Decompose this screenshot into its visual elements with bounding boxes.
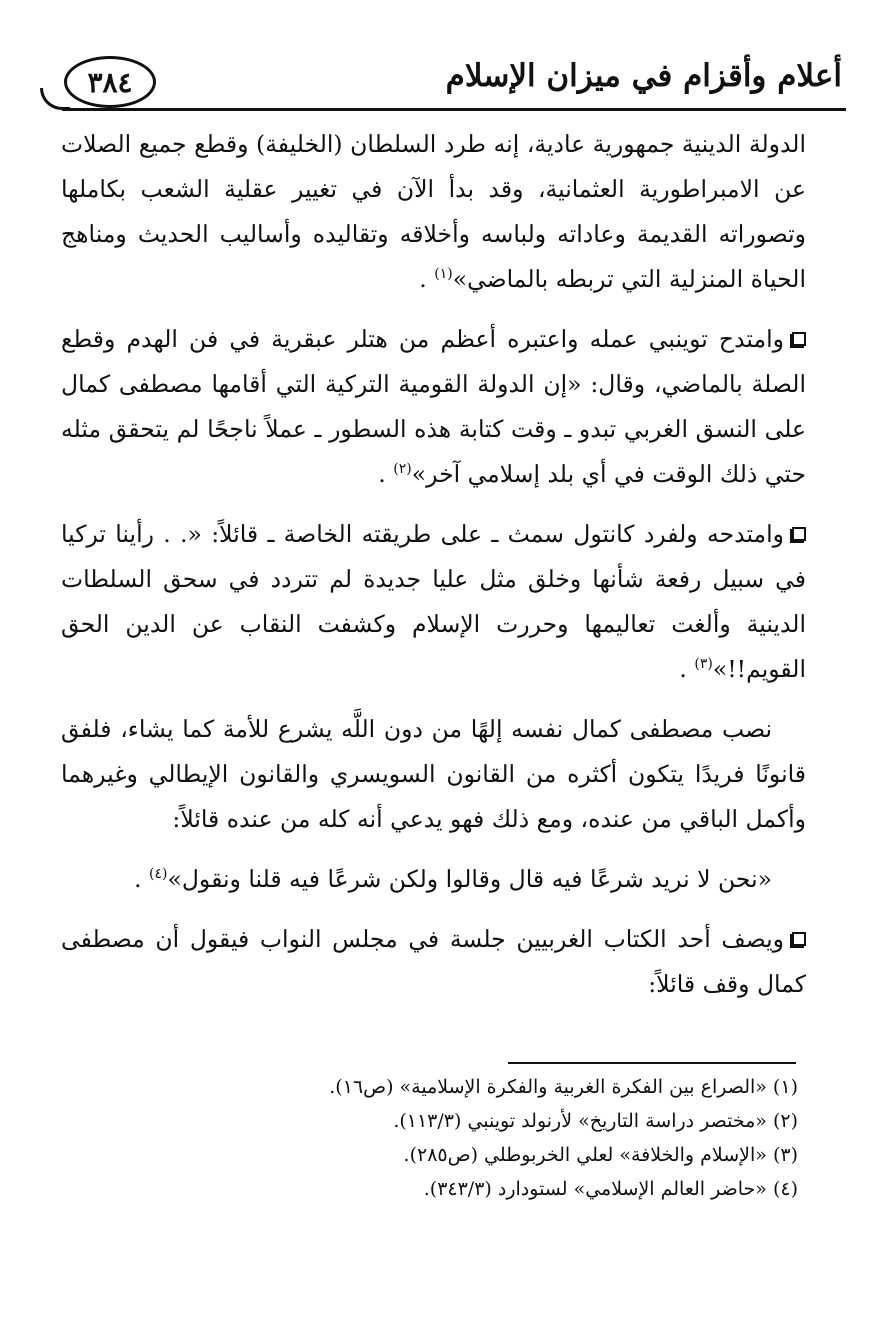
paragraph-text: «نحن لا نريد شرعًا فيه قال وقالوا ولكن شرعًا فيه قلنا ونقول»: [167, 865, 772, 893]
paragraph: [61, 122, 806, 302]
body-text: [61, 122, 806, 1022]
header-rule: [62, 108, 846, 111]
paragraph-end: .: [679, 655, 695, 683]
footnote-item: (٣) «الإسلام والخلافة» لعلي الخربوطلي (ص٢٨٥).: [403, 1144, 798, 1166]
page-number: ٣٨٤: [64, 56, 156, 108]
page-header: [40, 48, 848, 120]
paragraph-text: ويصف أحد الكتاب الغربيين جلسة في مجلس النواب فيقول أن مصطفى كمال وقف قائلاً:: [61, 925, 806, 998]
footnote-reference: (٤): [149, 866, 168, 883]
footnote-item: (٢) «مختصر دراسة التاريخ» لأرنولد توينبي (١١٣/٣).: [393, 1110, 798, 1132]
header-rule-ornament: [40, 88, 70, 110]
paragraph: [61, 707, 806, 842]
paragraph-marker-icon: [792, 932, 806, 946]
paragraph-text: وامتدح توينبي عمله واعتبره أعظم من هتلر عبقرية في فن الهدم وقطع الصلة بالماضي، وقال: «إن الدولة القومية التركية التي أقامها مصطفى كمال على النسق الغربي تبدو ـ وقت كتابة هذه السطور ـ عملاً ناجحًا لم يتحقق مثله حتي ذلك الوقت في أي بلد إسلامي آخر»: [61, 325, 806, 488]
paragraph-text: وامتدحه ولفرد كانتول سمث ـ على طريقته الخاصة ـ قائلاً: «. . رأينا تركيا في سبيل رفعة شأنها وخلق مثل عليا جديدة لم تتردد في سحق السلطات الدينية وألغت تعاليمها وحررت الإسلام وكشفت النقاب عن الدين الحق القويم!!»: [61, 520, 806, 683]
paragraph: [61, 512, 806, 692]
paragraph: [61, 857, 806, 902]
paragraph: [61, 317, 806, 497]
footnote-reference: (٢): [393, 461, 412, 478]
paragraph-marker-icon: [792, 332, 806, 346]
footnote-item: (٤) «حاضر العالم الإسلامي» لستودارد (٣٤٣/٣).: [423, 1178, 798, 1200]
paragraph-end: .: [134, 865, 150, 893]
footnotes: [58, 1070, 798, 1206]
paragraph-text: نصب مصطفى كمال نفسه إلهًا من دون اللَّه يشرع للأمة كما يشاء، فلفق قانونًا فريدًا يتكون أكثره من القانون السويسري والقانون الإيطالي وغيرهما وأكمل الباقي من عنده، ومع ذلك فهو يدعي أنه كله من عنده قائلاً:: [61, 715, 806, 833]
running-title: أعلام وأقزام في ميزان الإسلام: [445, 58, 842, 94]
footnote-reference: (٣): [694, 656, 713, 673]
paragraph-marker-icon: [792, 527, 806, 541]
paragraph-end: .: [378, 460, 394, 488]
paragraph-end: .: [419, 265, 435, 293]
footnote-separator: [508, 1062, 796, 1064]
paragraph: [61, 917, 806, 1007]
paragraph-text: الدولة الدينية جمهورية عادية، إنه طرد السلطان (الخليفة) وقطع جميع الصلات عن الامبراطورية العثمانية، وقد بدأ الآن في تغيير عقلية الشعب بكاملها وتصوراته القديمة وعاداته ولباسه وأخلاقه وتقاليده وأساليب الحديث ومناهج الحياة المنزلية التي تربطه بالماضي»: [61, 130, 806, 293]
footnote-item: (١) «الصراع بين الفكرة الغربية والفكرة الإسلامية» (ص١٦).: [329, 1076, 798, 1098]
footnote-reference: (١): [434, 266, 453, 283]
